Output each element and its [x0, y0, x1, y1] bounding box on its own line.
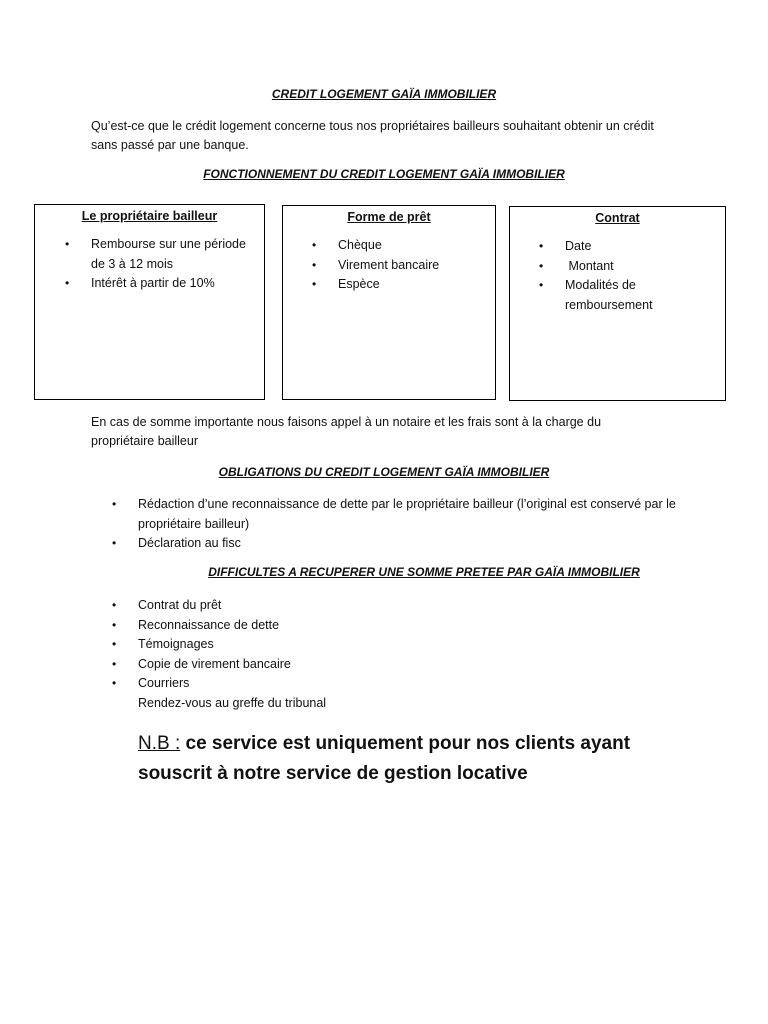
box-proprietaire-bailleur: [34, 204, 265, 400]
box-title: Forme de prêt: [347, 210, 431, 224]
bullet-icon: •: [112, 637, 117, 651]
list-item: • Témoignages: [138, 635, 538, 655]
bullet-icon: •: [112, 617, 117, 632]
section-heading-fonctionnement: FONCTIONNEMENT DU CREDIT LOGEMENT GAÏA IMMOBILIER: [203, 167, 565, 181]
bullet-icon: •: [312, 238, 317, 252]
obligations-list: [112, 495, 678, 554]
list-item: • Chèque: [338, 236, 488, 256]
bullet-icon: •: [65, 276, 70, 290]
notaire-paragraph: En cas de somme importante nous faisons appel à un notaire et les frais sont à la charge du propriétaire bailleur: [91, 415, 602, 448]
difficulties-list: [112, 596, 538, 713]
bullet-icon: •: [112, 656, 117, 671]
document-title: CREDIT LOGEMENT GAÏA IMMOBILIER: [271, 87, 497, 101]
nb-notice: [138, 729, 698, 789]
box-title: Le propriétaire bailleur: [81, 209, 218, 223]
bullet-icon: •: [539, 278, 544, 292]
list-item: • Courriers: [138, 674, 538, 694]
section-heading-difficultes: DIFFICULTES A RECUPERER UNE SOMME PRETEE PAR GAÏA IMMOBILIER: [208, 565, 640, 579]
nb-label: N.B :: [138, 733, 181, 754]
nb-text: ce service est uniquement pour nos clients ayant souscrit à notre service de gestion locative: [138, 733, 631, 784]
list-item: • Intérêt à partir de 10%: [91, 274, 261, 294]
list-item: • Modalités de remboursement: [539, 278, 653, 312]
list-item: • Reconnaissance de dette: [138, 616, 538, 636]
intro-paragraph: Qu’est-ce que le crédit logement concerne tous nos propriétaires bailleurs souhaitant obtenir un crédit sans passé par une banque.: [91, 119, 654, 152]
bullet-icon: •: [312, 277, 317, 291]
list-item-no-bullet: Rendez-vous au greffe du tribunal: [138, 695, 327, 710]
box-title: Contrat: [595, 211, 640, 225]
list-item: • Rembourse sur une période de 3 à 12 mois: [65, 237, 246, 271]
box-forme-de-pret: [282, 205, 496, 400]
bullet-icon: •: [312, 257, 317, 272]
bullet-icon: •: [112, 536, 117, 550]
list-item: • Virement bancaire: [338, 256, 488, 276]
bullet-icon: •: [539, 258, 544, 273]
list-item: • Rédaction d’une reconnaissance de dette par le propriétaire bailleur (l’original est conservé par le propriétaire bailleur): [112, 497, 676, 531]
list-item: • Contrat du prêt: [138, 596, 538, 616]
bullet-icon: •: [65, 237, 70, 251]
section-heading-obligations: OBLIGATIONS DU CREDIT LOGEMENT GAÏA IMMOBILIER: [218, 465, 550, 479]
list-item: • Date: [565, 237, 715, 257]
bullet-icon: •: [112, 598, 117, 612]
list-item: • Espèce: [338, 275, 488, 295]
list-item: • Montant: [565, 257, 715, 277]
bullet-icon: •: [112, 676, 117, 690]
box-contrat: [509, 206, 726, 401]
list-item: • Déclaration au fisc: [138, 534, 678, 554]
bullet-icon: •: [539, 239, 544, 253]
list-item: • Copie de virement bancaire: [138, 655, 538, 675]
bullet-icon: •: [112, 497, 117, 511]
